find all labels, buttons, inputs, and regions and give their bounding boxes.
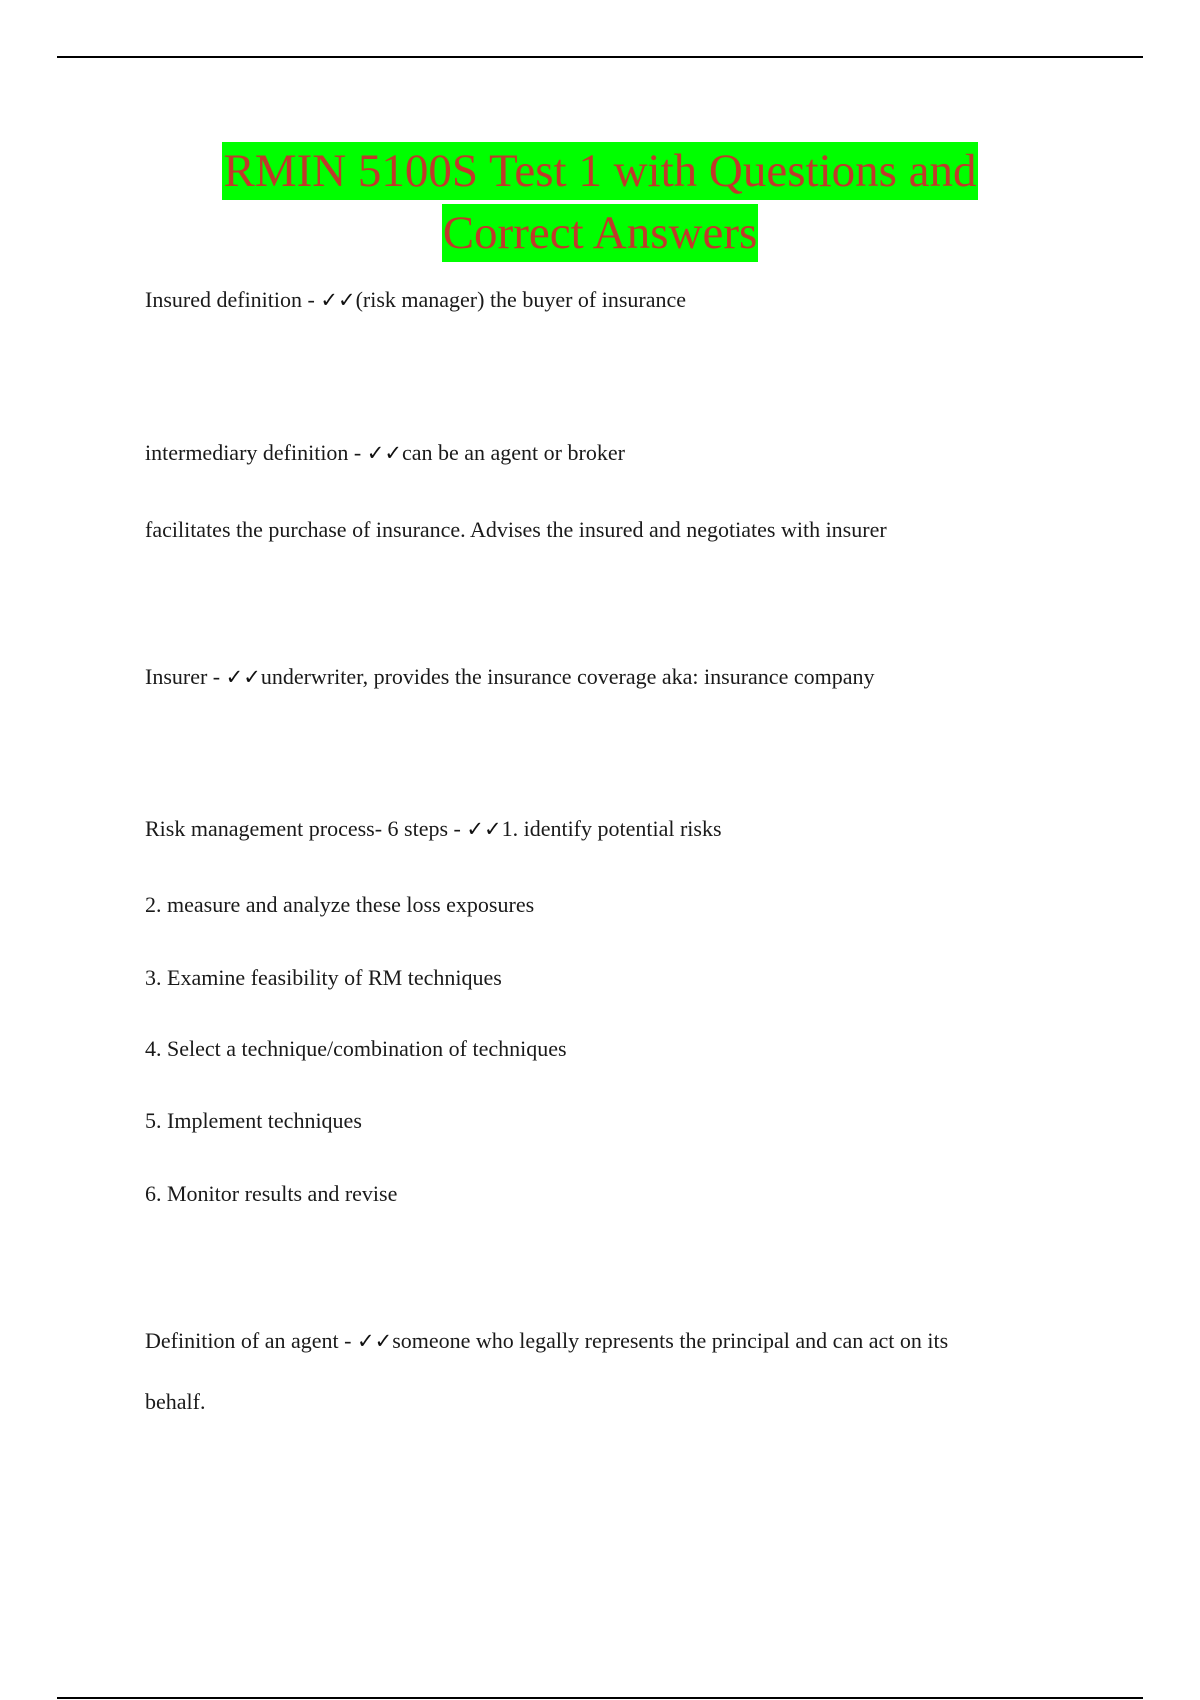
answer-text: facilitates the purchase of insurance. Advises the insured and negotiates with insurer bbox=[145, 517, 887, 542]
answer-text: 4. Select a technique/combination of techniques bbox=[145, 1036, 567, 1061]
answer-text: someone who legally represents the principal and can act on its bbox=[392, 1328, 949, 1353]
entry-agent-definition bbox=[145, 1327, 948, 1355]
title-line-2 bbox=[0, 204, 1200, 266]
title-line-1 bbox=[0, 142, 1200, 204]
list-item-step-5 bbox=[145, 1107, 362, 1135]
check-icon: ✓✓ bbox=[225, 665, 261, 689]
question-text: Insured definition - bbox=[145, 287, 321, 312]
answer-text: (risk manager) the buyer of insurance bbox=[355, 287, 687, 312]
title-text-2: Correct Answers bbox=[442, 204, 759, 262]
list-item-step-4 bbox=[145, 1035, 567, 1063]
answer-text: 2. measure and analyze these loss exposures bbox=[145, 892, 535, 917]
list-item-step-6 bbox=[145, 1180, 397, 1208]
entry-risk-management-process bbox=[145, 815, 722, 843]
question-text: Risk management process- 6 steps - bbox=[145, 816, 467, 841]
check-icon: ✓✓ bbox=[466, 817, 502, 841]
top-rule bbox=[57, 56, 1143, 58]
title-text-1: RMIN 5100S Test 1 with Questions and bbox=[222, 142, 977, 200]
question-text: Definition of an agent - bbox=[145, 1328, 357, 1353]
entry-intermediary-continuation bbox=[145, 516, 887, 544]
check-icon: ✓✓ bbox=[320, 288, 356, 312]
answer-text: 6. Monitor results and revise bbox=[145, 1181, 398, 1206]
answer-text: 1. identify potential risks bbox=[501, 816, 722, 841]
entry-insured-definition bbox=[145, 286, 686, 314]
check-icon: ✓✓ bbox=[357, 1329, 393, 1353]
document-title bbox=[0, 142, 1200, 266]
answer-text: can be an agent or broker bbox=[401, 440, 625, 465]
answer-text: 3. Examine feasibility of RM techniques bbox=[145, 965, 502, 990]
entry-intermediary-definition bbox=[145, 439, 625, 467]
entry-insurer bbox=[145, 663, 874, 691]
answer-text: behalf. bbox=[145, 1389, 206, 1414]
check-icon: ✓✓ bbox=[366, 441, 402, 465]
list-item-step-2 bbox=[145, 891, 534, 919]
question-text: Insurer - bbox=[145, 664, 226, 689]
entry-agent-continuation bbox=[145, 1388, 205, 1416]
question-text: intermediary definition - bbox=[145, 440, 367, 465]
list-item-step-3 bbox=[145, 964, 502, 992]
answer-text: underwriter, provides the insurance coverage aka: insurance company bbox=[260, 664, 875, 689]
bottom-rule bbox=[57, 1697, 1143, 1699]
answer-text: 5. Implement techniques bbox=[145, 1108, 362, 1133]
